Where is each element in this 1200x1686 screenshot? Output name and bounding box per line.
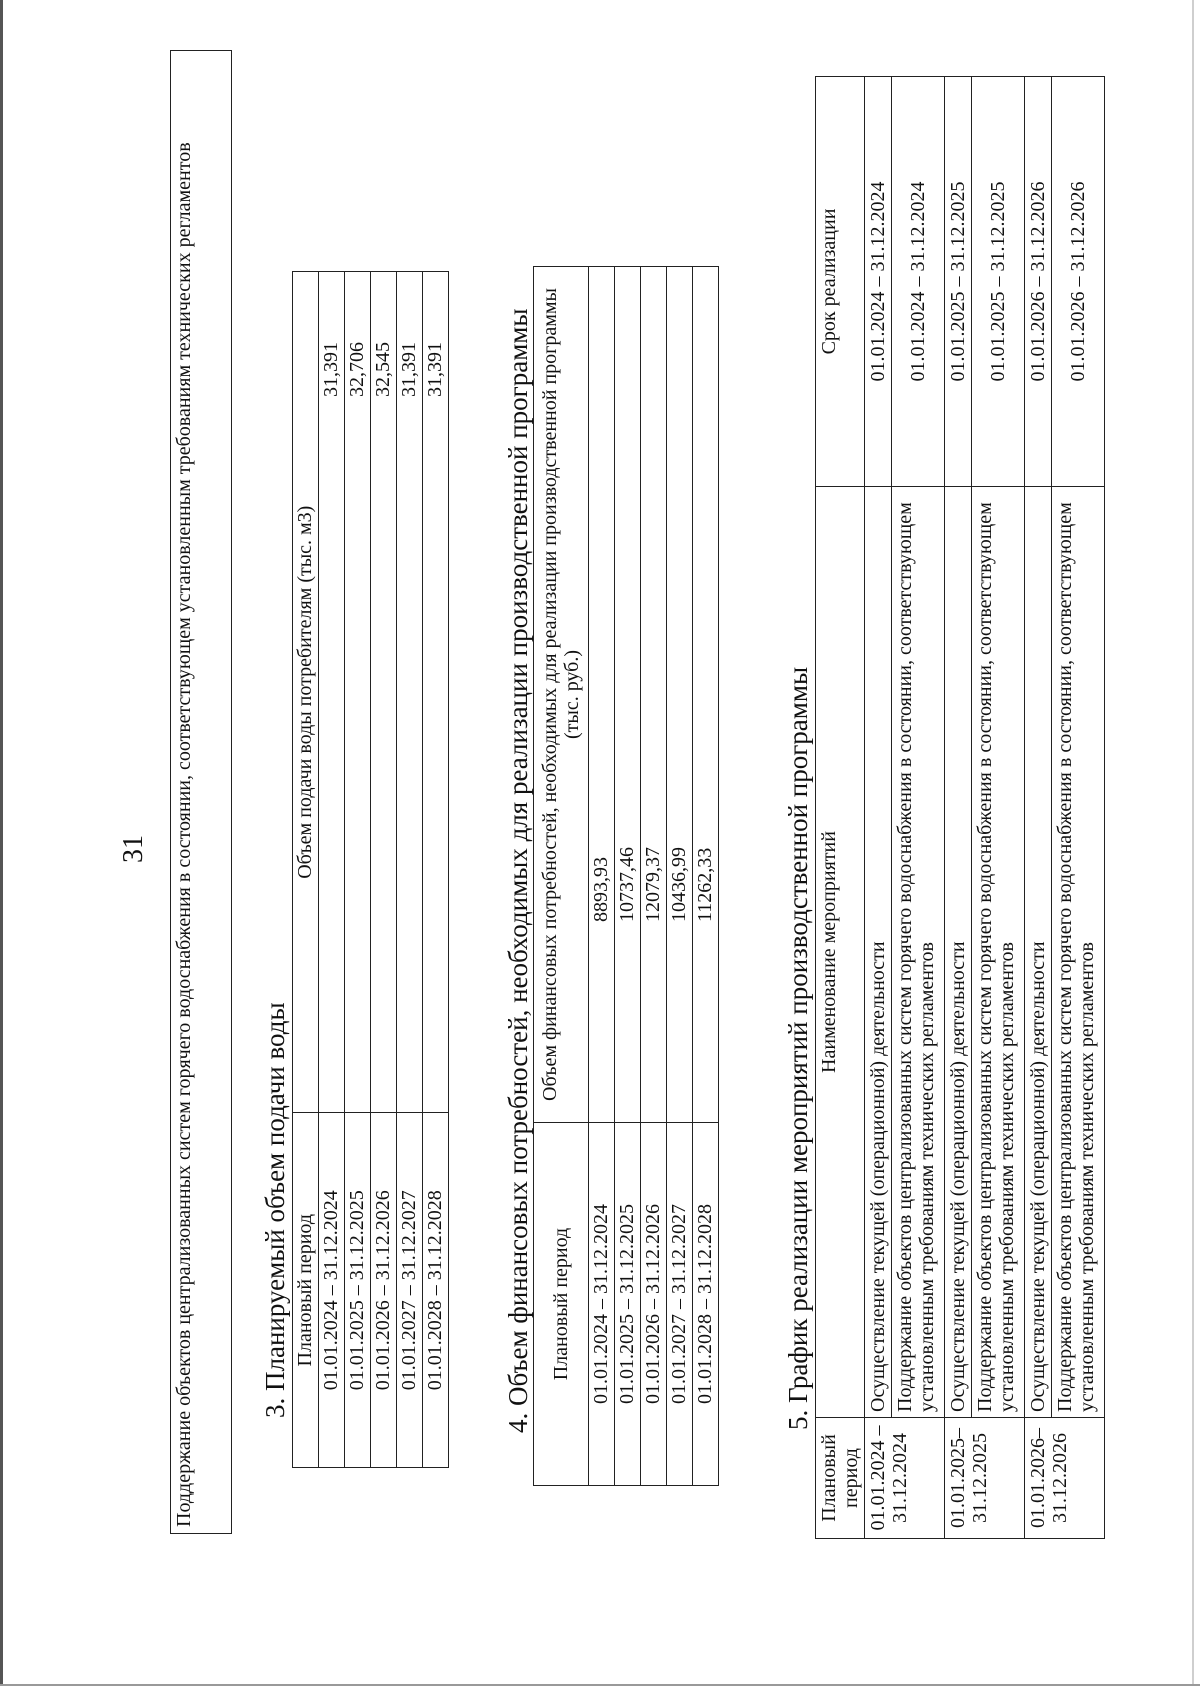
cell-period: 01.01.2025 – 31.12.2025 <box>615 1123 641 1486</box>
header-volume: Объем подачи воды потребителям (тыс. м3) <box>293 272 319 1113</box>
cell-term: 01.01.2025 – 31.12.2025 <box>972 77 1025 487</box>
cell-amount: 8893,93 <box>589 267 615 1123</box>
table-row <box>319 272 345 1468</box>
cell-activity: Поддержание объектов централизованных систем горячего водоснабжения в состоянии, соответствующем установленным требованиям технических регламентов <box>892 487 945 1418</box>
cell-activity: Осуществление текущей (операционной) деятельности <box>1025 487 1052 1418</box>
cell-period: 01.01.2026 – 31.12.2026 <box>641 1123 667 1486</box>
header-period: Плановый период <box>534 1123 589 1486</box>
cell-activity: Поддержание объектов централизованных систем горячего водоснабжения в состоянии, соответствующем установленным требованиям технических регламентов <box>1052 487 1105 1418</box>
continuation-row <box>171 51 232 1534</box>
cell-amount: 11262,33 <box>693 267 719 1123</box>
continuation-table <box>170 50 232 1534</box>
cell-volume: 31,391 <box>319 272 345 1113</box>
table-row <box>865 77 892 1539</box>
table-row <box>1025 77 1052 1539</box>
cell-volume: 31,391 <box>397 272 423 1113</box>
table-header-row <box>293 272 319 1468</box>
continuation-cell: Поддержание объектов централизованных систем горячего водоснабжения в состоянии, соответствующем установленным требованиям технических регламентов <box>171 51 232 1534</box>
cell-period: 01.01.2024 – 31.12.2024 <box>865 1418 945 1539</box>
table-row <box>397 272 423 1468</box>
cell-activity: Осуществление текущей (операционной) деятельности <box>865 487 892 1418</box>
schedule-table <box>815 76 1105 1539</box>
water-volume-table <box>292 271 449 1468</box>
table-row <box>589 267 615 1486</box>
cell-period: 01.01.2025 – 31.12.2025 <box>345 1113 371 1468</box>
table-row <box>1052 77 1105 1539</box>
cell-activity: Поддержание объектов централизованных систем горячего водоснабжения в состоянии, соответствующем установленным требованиям технических регламентов <box>972 487 1025 1418</box>
financial-needs-table <box>533 266 719 1486</box>
table-row <box>423 272 449 1468</box>
cell-period: 01.01.2024 – 31.12.2024 <box>589 1123 615 1486</box>
page-number: 31 <box>118 835 149 863</box>
cell-term: 01.01.2025 – 31.12.2025 <box>945 77 972 487</box>
table-row <box>345 272 371 1468</box>
cell-volume: 31,391 <box>423 272 449 1113</box>
cell-period: 01.01.2027 – 31.12.2027 <box>397 1113 423 1468</box>
section4-title: 4. Объем финансовых потребностей, необходимых для реализации производственной программы <box>503 308 533 1433</box>
table-row <box>945 77 972 1539</box>
header-financial: Объем финансовых потребностей, необходимых для реализации производственной программы (тыс. руб.) <box>534 267 589 1123</box>
cell-amount: 12079,37 <box>641 267 667 1123</box>
cell-period: 01.01.2026 – 31.12.2026 <box>371 1113 397 1468</box>
cell-term: 01.01.2024 – 31.12.2024 <box>892 77 945 487</box>
cell-period: 01.01.2025– 31.12.2025 <box>945 1418 1025 1539</box>
cell-period: 01.01.2027 – 31.12.2027 <box>667 1123 693 1486</box>
table-header-row <box>534 267 589 1486</box>
cell-activity: Осуществление текущей (операционной) деятельности <box>945 487 972 1418</box>
cell-period: 01.01.2028 – 31.12.2028 <box>693 1123 719 1486</box>
cell-period: 01.01.2024 – 31.12.2024 <box>319 1113 345 1468</box>
cell-amount: 10737,46 <box>615 267 641 1123</box>
table-row <box>667 267 693 1486</box>
header-activity: Наименование мероприятий <box>816 487 865 1418</box>
cell-amount: 10436,99 <box>667 267 693 1123</box>
table-row <box>615 267 641 1486</box>
cell-volume: 32,545 <box>371 272 397 1113</box>
table-row <box>892 77 945 1539</box>
section3-title: 3. Планируемый объем подачи воды <box>260 1002 290 1418</box>
table-row <box>371 272 397 1468</box>
header-period: Плановый период <box>816 1418 865 1539</box>
cell-term: 01.01.2026 – 31.12.2026 <box>1052 77 1105 487</box>
header-term: Срок реализации <box>816 77 865 487</box>
header-period: Плановый период <box>293 1113 319 1468</box>
cell-period: 01.01.2028 – 31.12.2028 <box>423 1113 449 1468</box>
table-row <box>693 267 719 1486</box>
cell-term: 01.01.2026 – 31.12.2026 <box>1025 77 1052 487</box>
cell-period: 01.01.2026– 31.12.2026 <box>1025 1418 1105 1539</box>
table-row <box>641 267 667 1486</box>
section5-title: 5. График реализации мероприятий производственной программы <box>783 666 813 1430</box>
cell-term: 01.01.2024 – 31.12.2024 <box>865 77 892 487</box>
table-header-row <box>816 77 865 1539</box>
table-row <box>972 77 1025 1539</box>
cell-volume: 32,706 <box>345 272 371 1113</box>
